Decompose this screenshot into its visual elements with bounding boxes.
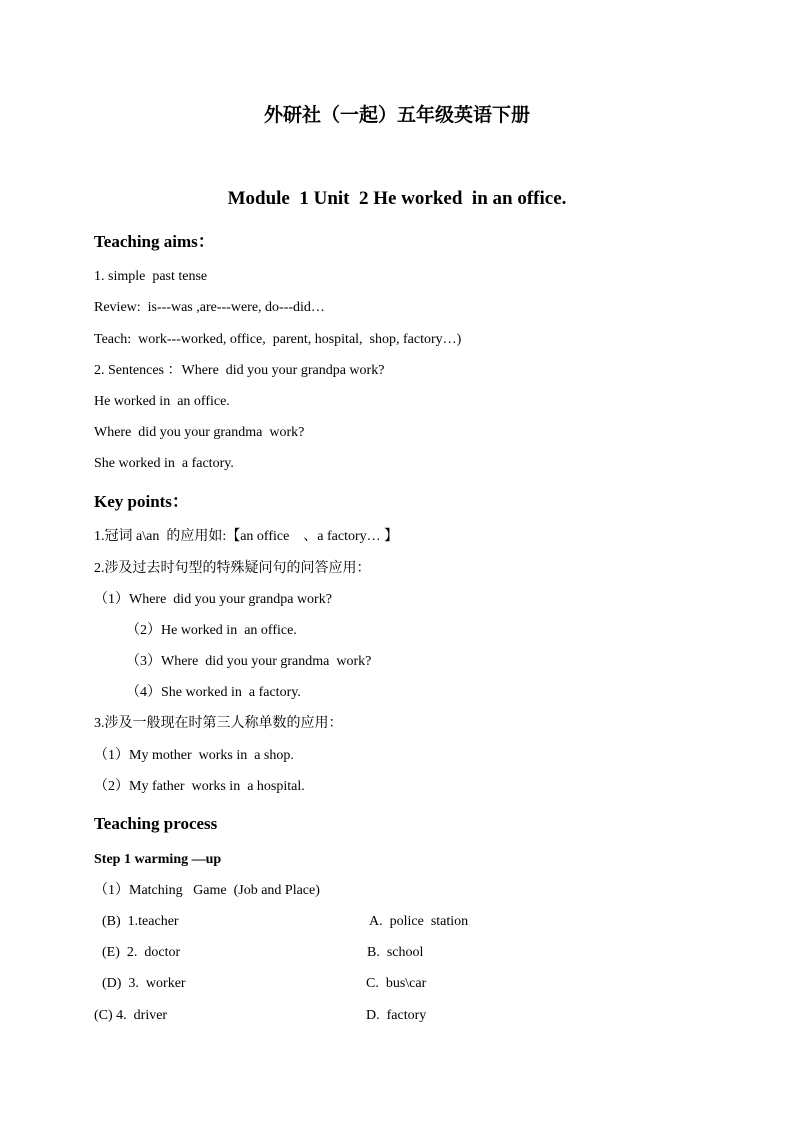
key-point-line: （2）He worked in an office.	[126, 623, 297, 638]
aims-line: Where did you your grandma work?	[94, 425, 305, 440]
key-point-line: 3.涉及一般现在时第三人称单数的应用：	[94, 716, 343, 731]
key-point-line: 2.涉及过去时句型的特殊疑问句的问答应用：	[94, 561, 371, 576]
step-1-heading: Step 1 warming —up	[94, 852, 222, 867]
aims-line: He worked in an office.	[94, 394, 230, 409]
teaching-aims-heading: Teaching aims：	[94, 232, 215, 251]
matching-place: B. school	[367, 945, 424, 960]
key-point-line: （2）My father works in a hospital.	[94, 779, 305, 794]
aims-line: 2. Sentences ：Where did you your grandpa work?	[94, 363, 385, 378]
document-title-english: Module 1 Unit 2 He worked in an office.	[227, 188, 567, 209]
aims-line: 1. simple past tense	[94, 269, 208, 284]
matching-job: (D) 3. worker	[102, 976, 186, 991]
matching-place: C. bus\car	[366, 976, 427, 991]
matching-place: A. police station	[369, 914, 469, 929]
matching-game-title: （1）Matching Game (Job and Place)	[94, 883, 320, 898]
key-point-line: 1.冠词 a\an 的应用如:【an office 、a factory… 】	[94, 529, 399, 544]
aims-line: Review: is---was ,are---were, do---did…	[94, 300, 325, 315]
matching-job: (E) 2. doctor	[102, 945, 181, 960]
matching-job: (B) 1.teacher	[102, 914, 179, 929]
key-point-line: （1）My mother works in a shop.	[94, 748, 294, 763]
key-point-line: （1）Where did you your grandpa work?	[94, 592, 332, 607]
aims-line: She worked in a factory.	[94, 456, 234, 471]
teaching-process-heading: Teaching process	[94, 814, 218, 833]
matching-job: (C) 4. driver	[94, 1008, 168, 1023]
key-point-line: （4）She worked in a factory.	[126, 685, 301, 700]
key-points-heading: Key points：	[94, 492, 189, 511]
document-title-chinese: 外研社（一起）五年级英语下册	[263, 105, 530, 126]
key-point-line: （3）Where did you your grandma work?	[126, 654, 372, 669]
aims-line: Teach: work---worked, office, parent, hospital, shop, factory…)	[94, 332, 462, 347]
matching-place: D. factory	[366, 1008, 427, 1023]
